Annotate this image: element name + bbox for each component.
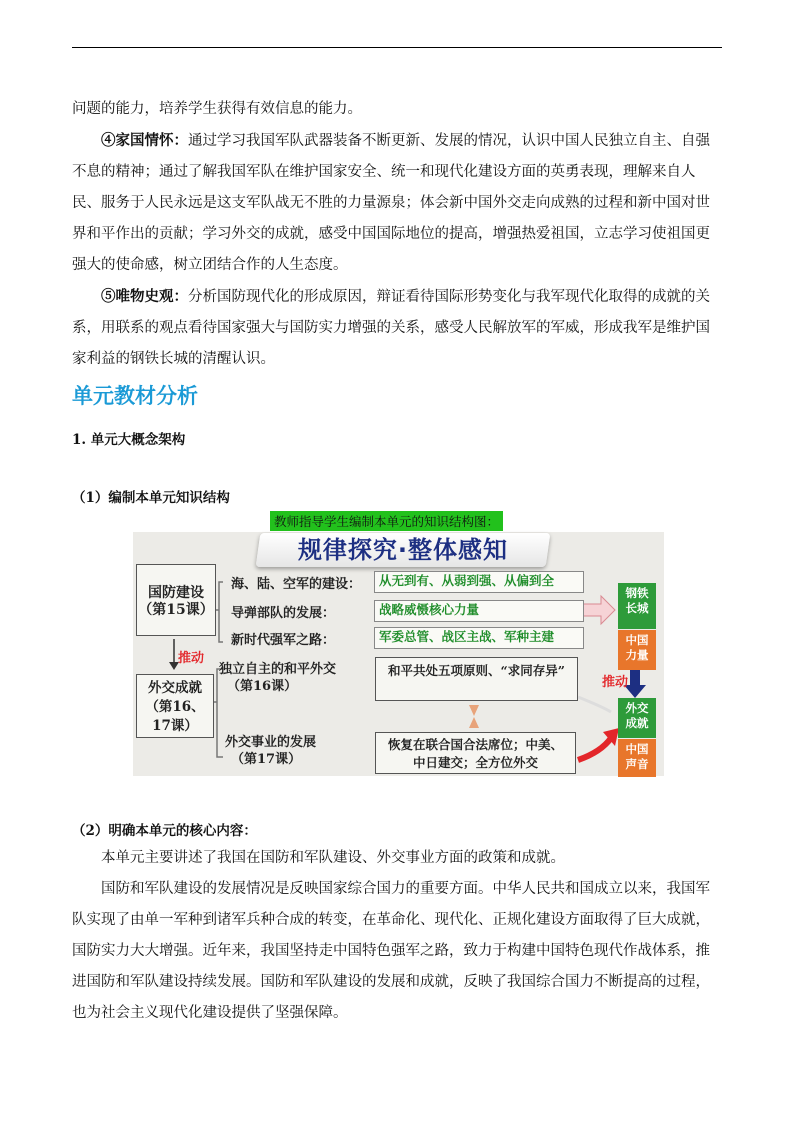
green-box-1: 从无到有、从弱到强、从偏到全 bbox=[374, 571, 584, 593]
diplomacy-box-lesson-a: （第16、 bbox=[145, 699, 205, 715]
branch-development-lesson: （第17课） bbox=[231, 752, 302, 767]
subheading-1: 1. 单元大概念架构 bbox=[72, 432, 186, 448]
diplomacy-box-title: 外交成就 bbox=[148, 680, 202, 696]
defense-box-title: 国防建设 bbox=[148, 585, 204, 601]
subheading-1-2-text: （2）明确本单元的核心内容： bbox=[72, 823, 257, 839]
patriotism-paragraph bbox=[72, 125, 724, 281]
branch-peace-diplomacy bbox=[219, 661, 336, 695]
hourglass-bottom bbox=[469, 717, 479, 728]
patriotism-text: 通过学习我国军队武器装备不断更新、发展的情况，认识中国人民独立自主、自强不息的精神；通过了解我国军队在维护国家安全、统一和现代化建设方面的英勇表现，理解来自人民、服务于人民永远是这支军队战无不胜的力量源泉；体会新中国外交走向成熟的过程和新中国对世界和平作出的贡献；学习外交的成就，感受中国国际地位的提高，增强热爱祖国，立志学习使祖国更强大的使命感，树立团结合作的人生态度。 bbox=[72, 133, 710, 273]
side-box-great-wall bbox=[618, 583, 656, 629]
branch-army-label: 海、陆、空军的建设： bbox=[231, 577, 362, 592]
subheading-1-1 bbox=[72, 486, 230, 506]
core-paragraph-2: 国防和军队建设的发展情况是反映国家综合国力的重要方面。中华人民共和国成立以来，我国军队实现了由单一军种到诸军兵种合成的转变，在革命化、现代化、正规化建设方面取得了巨大成就，国防实力大大增强。近年来，我国坚持走中国特色强军之路，致力于构建中国特色现代作战体系，推进国防和军队建设持续发展。国防和军队建设的发展和成就，反映了我国综合国力不断提高的过程，也为社会主义现代化建设提供了坚强保障。 bbox=[72, 881, 710, 1021]
intro-line: 问题的能力，培养学生获得有效信息的能力。 bbox=[72, 101, 362, 117]
side-china-voice-b: 声音 bbox=[625, 757, 649, 771]
side-china-power-b: 力量 bbox=[625, 648, 649, 662]
core-paragraph-1: 本单元主要讲述了我国在国防和军队建设、外交事业方面的政策和成就。 bbox=[101, 850, 565, 866]
side-box-diplomacy-achievement bbox=[618, 698, 656, 738]
green-box-3: 军委总管、战区主战、军种主建 bbox=[374, 627, 584, 649]
push-label-left: 推动 bbox=[178, 651, 205, 666]
branch-peace-lesson: （第16课） bbox=[227, 679, 298, 694]
achievements-box bbox=[375, 732, 576, 774]
side-china-power-a: 中国 bbox=[625, 633, 649, 647]
branch-missile-label: 导弹部队的发展： bbox=[231, 606, 336, 621]
side-box-china-voice bbox=[618, 739, 656, 777]
defense-box bbox=[136, 564, 216, 636]
materialism-label: ⑤唯物史观： bbox=[101, 288, 188, 305]
diplomacy-box bbox=[136, 674, 214, 738]
branch-diplomacy-development bbox=[225, 734, 316, 768]
side-diplomacy-b: 成就 bbox=[625, 716, 649, 730]
side-box-china-power bbox=[618, 630, 656, 670]
defense-brace bbox=[219, 582, 223, 642]
diagram-caption: 教师指导学生编制本单元的知识结构图： bbox=[270, 511, 503, 531]
header-rule bbox=[72, 47, 722, 48]
side-great-wall-b: 长城 bbox=[625, 601, 649, 615]
push-label-right: 推动 bbox=[602, 675, 629, 690]
branch-peace-title: 独立自主的和平外交 bbox=[219, 662, 337, 677]
side-diplomacy-a: 外交 bbox=[625, 701, 649, 715]
diplomacy-box-lesson-b: 17课） bbox=[152, 718, 198, 734]
achievements-line-1: 恢复在联合国合法席位；中美、 bbox=[387, 737, 563, 752]
branch-strong-army-label: 新时代强军之路： bbox=[231, 633, 336, 648]
pink-arrow bbox=[583, 596, 615, 624]
side-china-voice-a: 中国 bbox=[625, 742, 649, 756]
branch-development-title: 外交事业的发展 bbox=[225, 735, 317, 750]
light-arrow bbox=[578, 697, 611, 712]
side-great-wall-a: 钢铁 bbox=[625, 586, 649, 600]
red-curved-arrow bbox=[578, 738, 611, 760]
principles-box: 和平共处五项原则、“求同存异” bbox=[375, 657, 578, 701]
subheading-1-1-text: （1）编制本单元知识结构 bbox=[72, 490, 230, 506]
materialism-paragraph bbox=[72, 281, 724, 375]
patriotism-label: ④家国情怀： bbox=[101, 132, 188, 149]
section-heading: 单元教材分析 bbox=[72, 384, 198, 408]
materialism-text: 分析国防现代化的形成原因，辩证看待国际形势变化与我军现代化取得的成就的关系，用联系的观点看待国家强大与国防实力增强的关系，感受人民解放军的军威，形成我军是维护国家利益的钢铁长城的清醒认识。 bbox=[72, 289, 710, 367]
achievements-line-2: 中日建交；全方位外交 bbox=[412, 755, 538, 770]
hourglass-top bbox=[469, 705, 479, 716]
subheading-1-2 bbox=[72, 819, 257, 839]
diagram-banner bbox=[256, 533, 551, 567]
green-box-2: 战略威慑核心力量 bbox=[374, 600, 584, 622]
diagram-banner-text: 规律探究·整体感知 bbox=[297, 536, 509, 564]
defense-box-lesson: （第15课） bbox=[138, 602, 214, 618]
